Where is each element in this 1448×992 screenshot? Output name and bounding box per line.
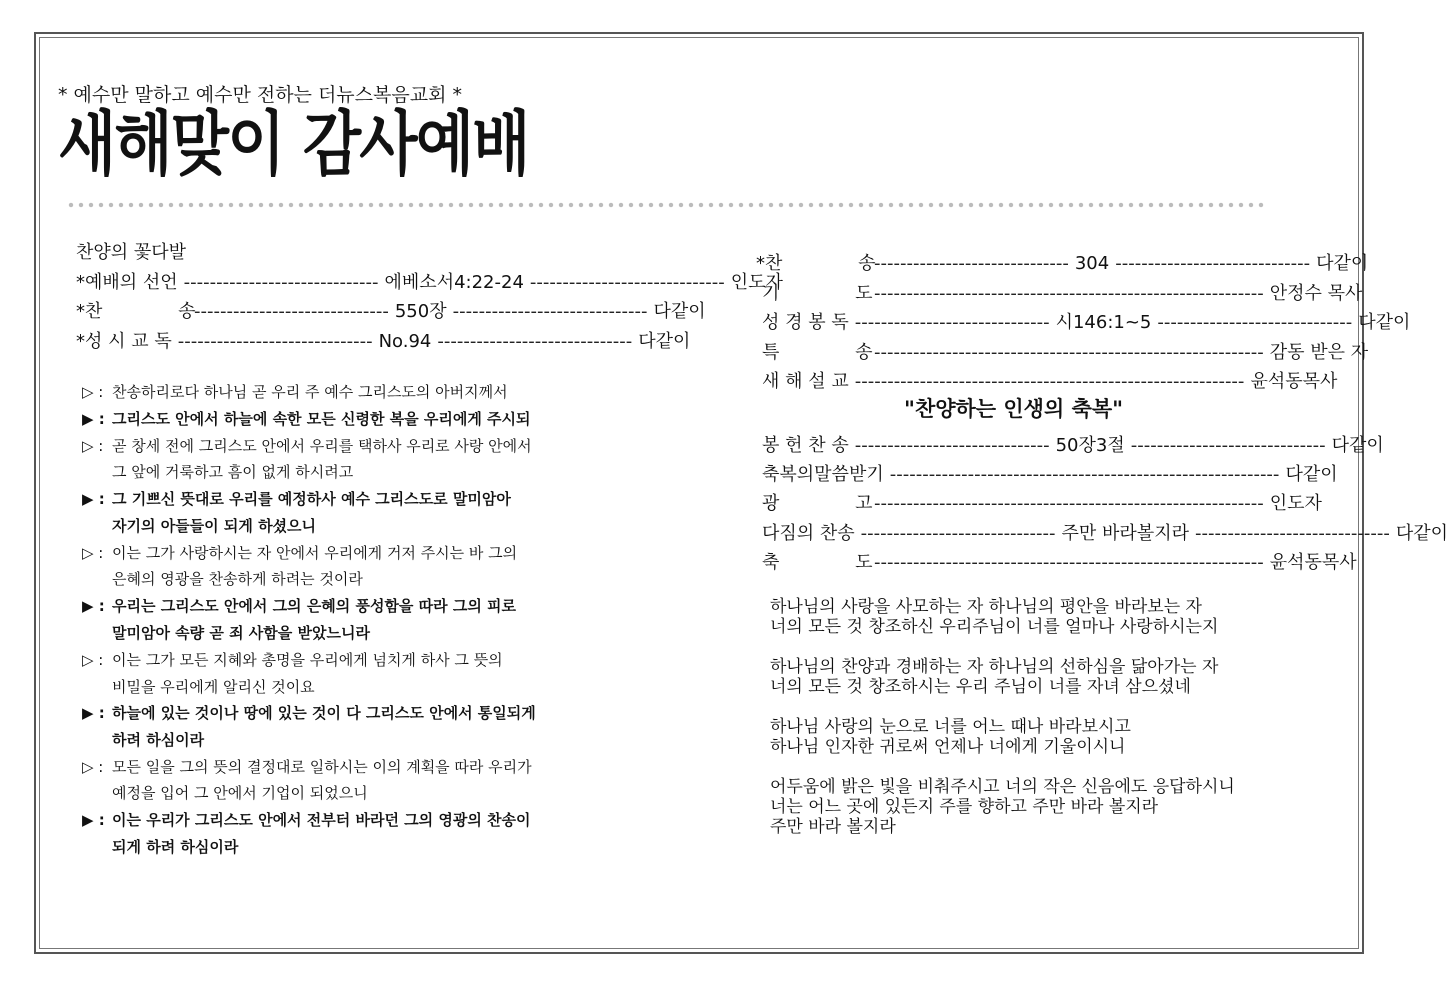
order-label: *예배의 선언 xyxy=(76,272,178,293)
dash-leader: ------------------------------------------------------------ xyxy=(874,552,1264,573)
dash-leader: ------------------------------ xyxy=(1115,253,1311,274)
order-leader: 윤석동목사 xyxy=(1250,371,1338,392)
order-value: 550장 xyxy=(394,301,447,322)
leader-marker: ▷ : xyxy=(82,544,104,562)
order-leader: 다같이 xyxy=(1395,523,1448,544)
sermon-title: "찬양하는 인생의 축복" xyxy=(904,397,1124,421)
order-leader: 안정수 목사 xyxy=(1269,283,1363,304)
poem-line: 어두움에 밝은 빛을 비춰주시고 너의 작은 신음에도 응답하시니 xyxy=(770,777,1235,797)
order-leader: 다같이 xyxy=(638,331,691,352)
dash-leader: ------------------------------ xyxy=(854,312,1050,333)
dash-leader: ------------------------------ xyxy=(177,331,373,352)
order-row xyxy=(756,308,1411,334)
dash-leader: ------------------------------ xyxy=(183,272,379,293)
order-value: 에베소서4:22-24 xyxy=(384,272,524,293)
reading-line: ▷ : 모든 일을 그의 뜻의 결정대로 일하시는 이의 계획을 따라 우리가 xyxy=(82,758,532,776)
leader-marker: ▷ : xyxy=(82,437,104,455)
order-leader: 인도자 xyxy=(1269,493,1322,514)
order-row xyxy=(756,338,1369,364)
reading-line: ▷ : 이는 그가 모든 지혜와 총명을 우리에게 넘치게 하사 그 뜻의 xyxy=(82,651,503,669)
order-value: 304 xyxy=(1074,253,1110,274)
order-row xyxy=(756,548,1357,574)
order-leader: 다같이 xyxy=(1285,464,1338,485)
dash-leader: ------------------------------------------------------------ xyxy=(874,493,1264,514)
order-row xyxy=(756,460,1338,486)
order-leader: 감동 받은 자 xyxy=(1269,342,1369,363)
dash-leader: ------------------------------ xyxy=(854,435,1050,456)
order-leader: 윤석동목사 xyxy=(1269,552,1357,573)
reading-line: ▶ : 하늘에 있는 것이나 땅에 있는 것이 다 그리스도 안에서 통일되게 xyxy=(82,704,536,722)
order-row xyxy=(756,519,1448,545)
poem-line: 너의 모든 것 창조하신 우리주님이 너를 얼마나 사랑하시는지 xyxy=(770,617,1219,637)
reading-line: 하려 하심이라 xyxy=(112,731,205,749)
reading-line: ▷ : 곧 창세 전에 그리스도 안에서 우리를 택하사 우리로 사랑 안에서 xyxy=(82,437,532,455)
reading-line: ▶ : 그리스도 안에서 하늘에 속한 모든 신령한 복을 우리에게 주시되 xyxy=(82,410,531,428)
dash-leader: ------------------------------ xyxy=(194,301,389,322)
order-value: 50장3절 xyxy=(1055,435,1125,456)
leader-marker: ▷ : xyxy=(82,651,104,669)
congregation-marker: ▶ : xyxy=(82,811,105,829)
order-value: No.94 xyxy=(378,331,432,352)
poem-line: 하나님 사랑의 눈으로 너를 어느 때나 바라보시고 xyxy=(770,717,1131,737)
reading-line: 예정을 입어 그 안에서 기업이 되었으니 xyxy=(112,784,368,802)
reading-line: ▷ : 이는 그가 사랑하시는 자 안에서 우리에게 거저 주시는 바 그의 xyxy=(82,544,518,562)
leader-marker: ▷ : xyxy=(82,758,104,776)
order-leader: 다같이 xyxy=(1331,435,1384,456)
order-row xyxy=(756,489,1322,515)
order-row xyxy=(76,297,706,323)
order-row xyxy=(76,268,783,294)
dash-leader: ------------------------------ xyxy=(529,272,725,293)
order-label: 봉 헌 찬 송 xyxy=(762,435,849,456)
order-label: 기 도 xyxy=(762,283,873,304)
reading-line: 비밀을 우리에게 알리신 것이요 xyxy=(112,678,315,696)
praise-heading: 찬양의 꽃다발 xyxy=(76,242,187,263)
poem-line: 하나님 인자한 귀로써 언제나 너에게 기울이시니 xyxy=(770,737,1126,757)
reading-line: ▷ : 찬송하리로다 하나님 곧 우리 주 예수 그리스도의 아버지께서 xyxy=(82,383,508,401)
order-label: 특 송 xyxy=(762,342,873,363)
order-label: *찬 송 xyxy=(76,301,196,322)
poem-line: 너의 모든 것 창조하시는 우리 주님이 너를 자녀 삼으셨네 xyxy=(770,677,1191,697)
order-label: 광 고 xyxy=(762,493,873,514)
dash-leader: ------------------------------ xyxy=(437,331,633,352)
reading-line: ▶ : 우리는 그리스도 안에서 그의 은혜의 풍성함을 따라 그의 피로 xyxy=(82,597,517,615)
order-value: 주만 바라볼지라 xyxy=(1061,523,1189,544)
order-label: 축 도 xyxy=(762,552,873,573)
dash-leader: ------------------------------ xyxy=(1157,312,1353,333)
order-label: *성 시 교 독 xyxy=(76,331,172,352)
dotted-divider xyxy=(66,202,1266,208)
congregation-marker: ▶ : xyxy=(82,410,105,428)
congregation-marker: ▶ : xyxy=(82,597,105,615)
dash-leader: ------------------------------------------------------------ xyxy=(874,342,1264,363)
poem-line: 주만 바라 볼지라 xyxy=(770,817,896,837)
reading-line: 자기의 아들들이 되게 하셨으니 xyxy=(112,517,317,535)
reading-line: 말미암아 속량 곧 죄 사함을 받았느니라 xyxy=(112,624,370,642)
dash-leader: ------------------------------ xyxy=(874,253,1069,274)
order-row xyxy=(756,431,1384,457)
leader-marker: ▷ : xyxy=(82,383,104,401)
reading-line: 되게 하려 하심이라 xyxy=(112,838,239,856)
order-label: 새 해 설 교 xyxy=(762,371,849,392)
reading-line: 은혜의 영광을 찬송하게 하려는 것이라 xyxy=(112,570,363,588)
congregation-marker: ▶ : xyxy=(82,490,105,508)
order-label: *찬 송 xyxy=(756,253,876,274)
order-value: 시146:1~5 xyxy=(1055,312,1152,333)
order-label: 성 경 봉 독 xyxy=(762,312,849,333)
order-row xyxy=(756,279,1363,305)
poem-line: 너는 어느 곳에 있든지 주를 향하고 주만 바라 볼지라 xyxy=(770,797,1159,817)
dash-leader: ------------------------------------------------------------ xyxy=(889,464,1280,485)
reading-line: ▶ : 이는 우리가 그리스도 안에서 전부터 바라던 그의 영광의 찬송이 xyxy=(82,811,531,829)
dash-leader: ------------------------------------------------------------ xyxy=(874,283,1264,304)
church-subtitle: * 예수만 말하고 예수만 전하는 더뉴스복음교회 * xyxy=(58,84,462,106)
dash-leader: ------------------------------ xyxy=(1194,523,1390,544)
reading-line: 그 앞에 거룩하고 흠이 없게 하시려고 xyxy=(112,463,354,481)
reading-line: ▶ : 그 기쁘신 뜻대로 우리를 예정하사 예수 그리스도로 말미암아 xyxy=(82,490,511,508)
order-row xyxy=(76,327,691,353)
order-leader: 다같이 xyxy=(653,301,706,322)
order-leader: 인도자 xyxy=(730,272,783,293)
order-row xyxy=(756,249,1369,275)
congregation-marker: ▶ : xyxy=(82,704,105,722)
order-label: 축복의말씀받기 xyxy=(762,464,884,485)
poem-line: 하나님의 사랑을 사모하는 자 하나님의 평안을 바라보는 자 xyxy=(770,597,1202,617)
dash-leader: ------------------------------ xyxy=(452,301,648,322)
dash-leader: ------------------------------ xyxy=(1130,435,1326,456)
poem-line: 하나님의 찬양과 경배하는 자 하나님의 선하심을 닮아가는 자 xyxy=(770,657,1219,677)
dash-leader: ------------------------------ xyxy=(860,523,1056,544)
order-leader: 다같이 xyxy=(1316,253,1369,274)
order-leader: 다같이 xyxy=(1358,312,1411,333)
order-row xyxy=(756,367,1338,393)
order-label: 다짐의 찬송 xyxy=(762,523,855,544)
dash-leader: ------------------------------------------------------------ xyxy=(854,371,1245,392)
page-title: 새해맞이 감사예배 xyxy=(58,103,529,185)
